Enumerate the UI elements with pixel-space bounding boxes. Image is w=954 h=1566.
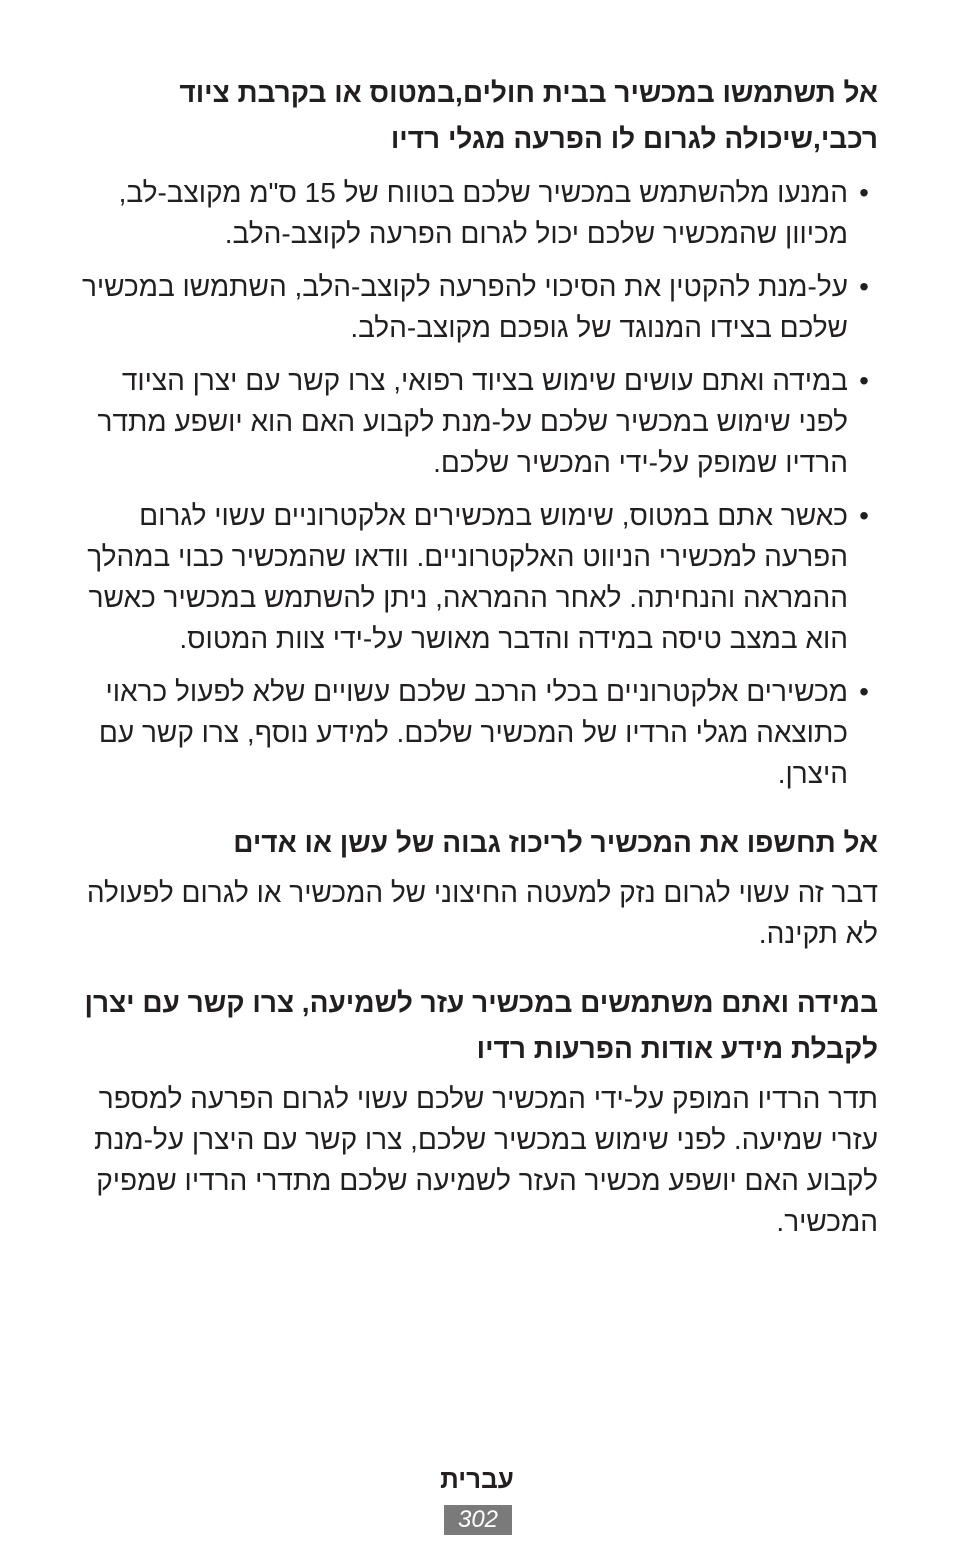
bullet-item-medical-equipment [68,360,878,483]
bullet-item-aircraft [68,495,878,659]
bullet-text: המנעו מלהשתמש במכשיר שלכם בטווח של 15 ס"מ מקוצב-לב, מכיוון שהמכשיר שלכם יכול לגרום הפרעה לקוצב-הלב. [118,177,848,249]
bullet-text: במידה ואתם עושים שימוש בציוד רפואי, צרו קשר עם יצרן הציוד לפני שימוש במכשיר שלכם על-מנת לקבוע האם הוא יושפע מתדר הרדיו שמופק על-ידי המכשיר שלכם. [97,365,848,478]
bullet-icon: • [859,177,869,208]
footer-language-label: עברית [440,1464,514,1494]
section-heading-hospital-aircraft: אל תשתמשו במכשיר בבית חולים,במטוס או בקרבת ציוד רכבי,שיכולה לגרום לו הפרעה מגלי רדיו [179,77,878,154]
bullet-item-vehicle [68,671,878,794]
section-body-hearing-aid: תדר הרדיו המופק על-ידי המכשיר שלכם עשוי לגרום הפרעה למספר עזרי שמיעה. לפני שימוש במכשיר שלכם, צרו קשר עם היצרן על-מנת לקבוע האם יושפע מכשיר העזר לשמיעה שלכם מתדרי הרדיו שמפיק המכשיר. [94,1083,878,1237]
bullet-icon: • [859,271,869,302]
bullet-list-interference [68,172,878,794]
page-number-badge: 302 [444,1505,512,1535]
bullet-icon: • [859,676,869,707]
page-content [68,70,878,1242]
section-body-smoke-vapor: דבר זה עשוי לגרום נזק למעטה החיצוני של המכשיר או לגרום לפעולה לא תקינה. [86,877,878,949]
bullet-item-pacemaker-side [68,266,878,348]
bullet-icon: • [859,500,869,531]
bullet-text: כאשר אתם במטוס, שימוש במכשירים אלקטרוניים עשוי לגרום הפרעה למכשירי הניווט האלקטרוניים. וודאו שהמכשיר כבוי במהלך ההמראה והנחיתה. לאחר ההמראה, ניתן להשתמש במכשיר כאשר הוא במצב טיסה במידה והדבר מאושר על-ידי צוות המטוס. [87,500,848,654]
section-heading-smoke-vapor: אל תחשפו את המכשיר לריכוז גבוה של עשן או אדים [233,827,878,858]
section-heading-hearing-aid: במידה ואתם משתמשים במכשיר עזר לשמיעה, צרו קשר עם יצרן לקבלת מידע אודות הפרעות רדיו [84,987,878,1064]
bullet-item-pacemaker-distance [68,172,878,254]
bullet-text: מכשירים אלקטרוניים בכלי הרכב שלכם עשויים שלא לפעול כראוי כתוצאה מגלי הרדיו של המכשיר שלכם. למידע נוסף, צרו קשר עם היצרן. [98,676,848,789]
bullet-text: על-מנת להקטין את הסיכוי להפרעה לקוצב-הלב, השתמשו במכשיר שלכם בצידו המנוגד של גופכם מקוצב-הלב. [81,271,848,343]
bullet-icon: • [859,365,869,396]
